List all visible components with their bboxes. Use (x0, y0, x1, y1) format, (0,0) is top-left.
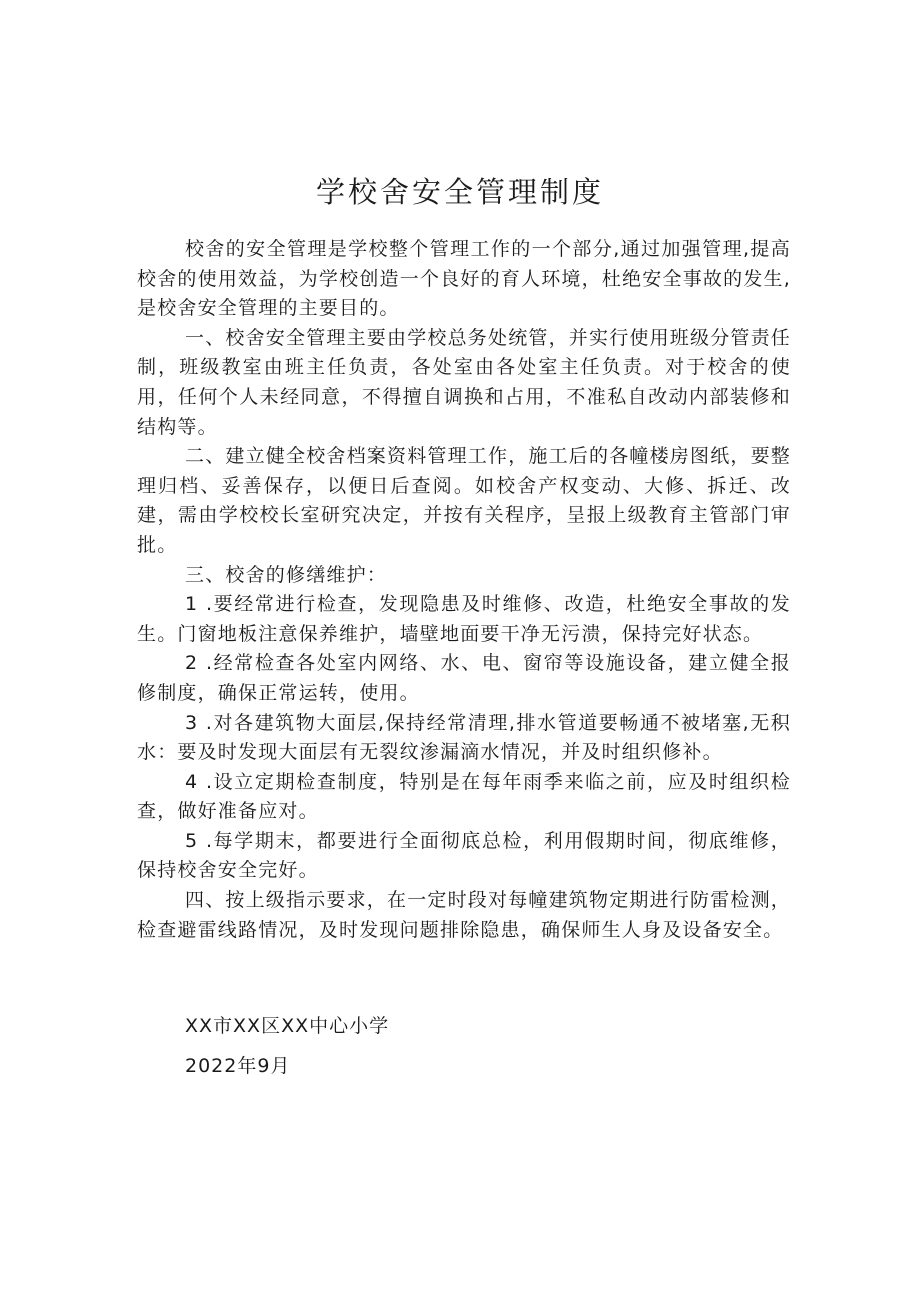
item-5-paragraph: 5 .每学期末，都要进行全面彻底总检，利用假期时间，彻底维修，保持校舍安全完好。 (137, 829, 791, 882)
item-1-paragraph: 1 .要经常进行检查，发现隐患及时维修、改造，杜绝安全事故的发生。门窗地板注意保养维护，墙壁地面要干净无污溃，保持完好状态。 (137, 593, 791, 645)
item-3-paragraph: 3 .对各建筑物大面层,保持经常清理,排水管道要畅通不被堵塞,无积水：要及时发现大面层有无裂纹渗漏滴水情况，并及时组织修补。 (137, 711, 791, 764)
section-2-paragraph: 二、建立健全校舍档案资料管理工作，施工后的各幢楼房图纸，要整理归档、妥善保存，以便日后查阅。如校舍产权变动、大修、拆迁、改建，需由学校校长室研究决定，并按有关程序，呈报上级教育主管部门审批。 (137, 445, 792, 556)
item-4-paragraph: 4 .设立定期检查制度，特别是在每年雨季来临之前，应及时组织检查，做好准备应对。 (137, 770, 791, 823)
section-4-paragraph: 四、按上级指示要求，在一定时段对每幢建筑物定期进行防雷检测，检查避雷线路情况，及时发现问题排除隐患，确保师生人身及设备安全。 (137, 889, 792, 941)
item-2-paragraph: 2 .经常检查各处室内网络、水、电、窗帘等设施设备，建立健全报修制度，确保正常运转，使用。 (137, 652, 791, 704)
signature-date: 2022年9月 (185, 1055, 291, 1077)
section-3-heading: 三、校舍的修缮维护： (185, 563, 388, 586)
signature-organization: XX市XX区XX中心小学 (185, 1015, 390, 1037)
section-1-paragraph: 一、校舍安全管理主要由学校总务处统管，并实行使用班级分管责任制，班级教室由班主任负责，各处室由各处室主任负责。对于校舍的使用，任何个人未经同意，不得擅自调换和占用，不准私自改动内部装修和结构等。 (137, 326, 792, 438)
document-body (137, 235, 791, 945)
document-title: 学校舍安全管理制度 (315, 175, 604, 209)
intro-paragraph: 校舍的安全管理是学校整个管理工作的一个部分,通过加强管理,提高校舍的使用效益，为学校创造一个良好的育人环境，杜绝安全事故的发生,是校舍安全管理的主要目的。 (137, 238, 791, 320)
